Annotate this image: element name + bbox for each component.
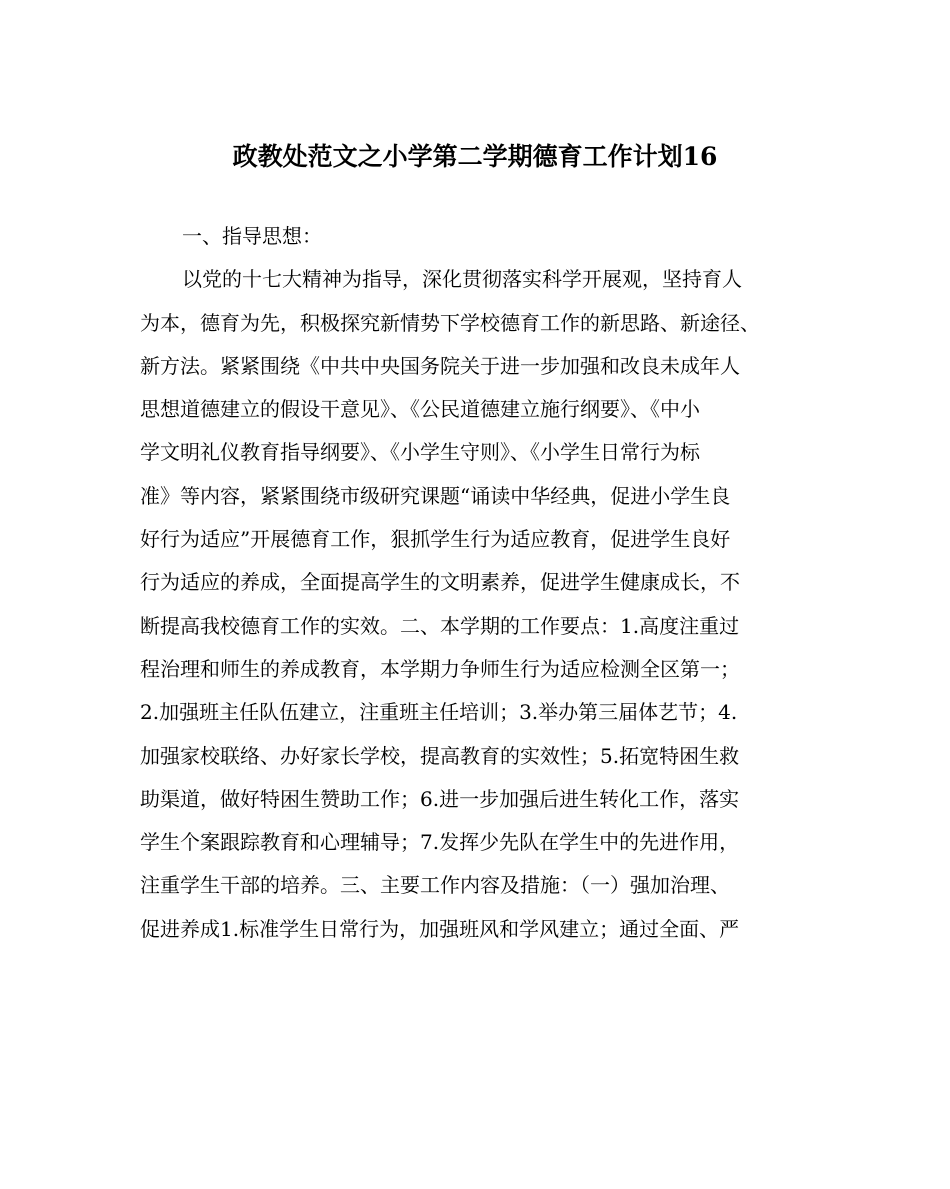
paragraph-line: 学生个案跟踪教育和心理辅导；7.发挥少先队在学生中的先进作用， — [140, 830, 740, 855]
paragraph-line: 以党的十七大精神为指导，深化贯彻落实科学开展观，坚持育人 — [182, 267, 742, 292]
document-title: 政教处范文之小学第二学期德育工作计划16 — [232, 142, 718, 171]
document-body — [140, 215, 820, 951]
paragraph-line: 2.加强班主任队伍建立，注重班主任培训；3.举办第三届体艺节；4. — [140, 700, 738, 725]
paragraph-line: 助渠道，做好特困生赞助工作；6.进一步加强后进生转化工作，落实 — [140, 786, 740, 811]
paragraph-line: 加强家校联络、办好家长学校，提高教育的实效性；5.拓宽特困生救 — [140, 743, 740, 768]
paragraph-line: 程治理和师生的养成教育，本学期力争师生行为适应检测全区第一； — [140, 656, 740, 681]
paragraph-line: 断提高我校德育工作的实效。二、本学期的工作要点：1.高度注重过 — [140, 613, 740, 638]
paragraph-line: 思想道德建立的假设干意见》、《公民道德建立施行纲要》、《中小 — [140, 397, 700, 422]
paragraph-line: 学文明礼仪教育指导纲要》、《小学生守则》、《小学生日常行为标 — [140, 440, 700, 465]
section-heading: 一、指导思想： — [182, 224, 322, 248]
paragraph-line: 好行为适应”开展德育工作，狠抓学生行为适应教育，促进学生良好 — [140, 527, 731, 552]
paragraph-line: 为本，德育为先，积极探究新情势下学校德育工作的新思路、新途径、 — [140, 310, 760, 335]
paragraph-line: 注重学生干部的培养。三、主要工作内容及措施：（一）强加治理、 — [140, 873, 730, 898]
paragraph-line: 新方法。紧紧围绕《中共中央国务院关于进一步加强和改良未成年人 — [140, 353, 740, 378]
paragraph-line: 促进养成1.标准学生日常行为，加强班风和学风建立；通过全面、严 — [140, 916, 740, 941]
paragraph-line: 行为适应的养成，全面提高学生的文明素养，促进学生健康成长，不 — [140, 570, 740, 595]
paragraph-line: 准》等内容，紧紧围绕市级研究课题“诵读中华经典，促进小学生良 — [140, 483, 731, 508]
